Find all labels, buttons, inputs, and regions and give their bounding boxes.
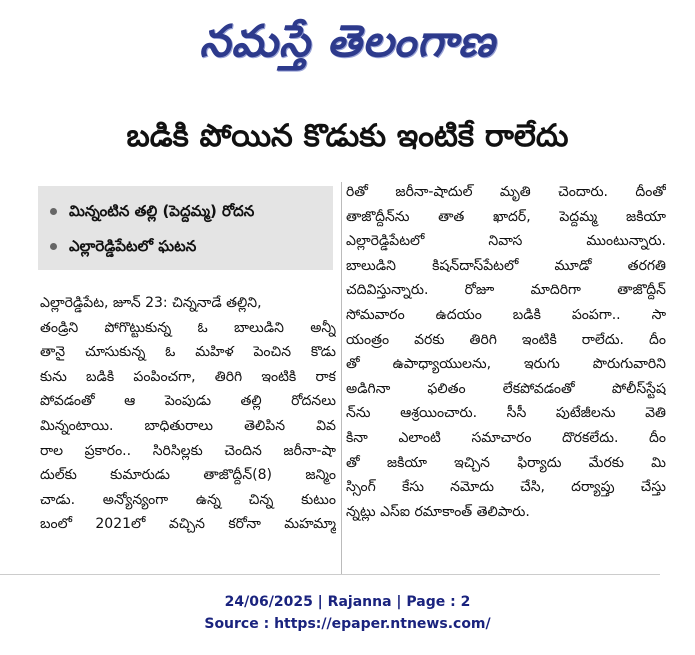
article-line: తాజొద్దీన్‌ను తాత ఖాదర్, పెద్దమ్మ జకియా bbox=[346, 208, 666, 225]
article-line: పోవడంతో ఆ పెంపుడు తల్లి రోదనలు bbox=[40, 393, 336, 410]
column-divider bbox=[341, 182, 342, 574]
article-line: చదివిస్తున్నారు. రోజూ మాదిరిగా తాజొద్దీన్ bbox=[346, 282, 666, 299]
article-column-left bbox=[40, 291, 336, 537]
article-line: ఎల్లారెడ్డిపేటలో నివాస ముంటున్నారు. bbox=[346, 233, 666, 250]
highlights-box bbox=[38, 186, 333, 270]
article-line: తో ఉపాధ్యాయులను, ఇరుగు పొరుగువారిని bbox=[346, 356, 666, 373]
article-line: న్నట్లు ఎస్ఐ రమాకాంత్ తెలిపారు. bbox=[346, 503, 530, 520]
masthead bbox=[0, 6, 695, 84]
article-line: సోమవారం ఉదయం బడికి పంపగా.. సా bbox=[346, 306, 666, 323]
article-line: మిన్నంటాయి. బాధితురాలు తెలిపిన వివ bbox=[40, 417, 336, 434]
bullet-dot-icon bbox=[50, 208, 57, 215]
headline: బడికి పోయిన కొడుకు ఇంటికే రాలేదు bbox=[126, 118, 569, 154]
article-line: కినా ఎలాంటి సమాచారం దొరకలేదు. దీం bbox=[346, 429, 666, 446]
article-line: తండ్రిని పోగొట్టుకున్న ఓ బాలుడిని అన్నీ bbox=[40, 319, 336, 336]
footer-divider bbox=[0, 574, 660, 575]
article-line: యంత్రం వరకు తిరిగి ఇంటికి రాలేదు. దీం bbox=[346, 331, 666, 348]
footer-source[interactable]: Source : https://epaper.ntnews.com/ bbox=[204, 616, 491, 632]
article-line: బాలుడిని కిషన్‌దాస్‌పేటలో మూడో తరగతి bbox=[346, 257, 666, 274]
newspaper-logo-text: నమస్తే తెలంగాణ bbox=[199, 16, 496, 67]
article-line: చాడు. అన్యోన్యంగా ఉన్న చిన్న కుటుం bbox=[40, 491, 336, 508]
highlight-text: ఎల్లారెడ్డిపేటలో ఘటన bbox=[69, 237, 197, 255]
highlight-text: మిన్నంటిన తల్లి (పెద్దమ్మ) రోదన bbox=[69, 202, 255, 220]
article-line: అడిగినా ఫలితం లేకపోవడంతో పోలీస్‌స్టేష bbox=[346, 380, 666, 397]
article-line: స్సింగ్ కేసు నమోదు చేసి, దర్యాప్తు చేస్తు bbox=[346, 479, 666, 496]
article-line: తో జకియా ఇచ్చిన ఫిర్యాదు మేరకు మి bbox=[346, 454, 666, 471]
article-line: ఎల్లారెడ్డిపేట, జూన్ 23: చిన్ననాడే తల్లిని, bbox=[40, 295, 262, 311]
article-line: దుల్‌కు కుమారుడు తాజొద్దీన్(8) జన్మిం bbox=[40, 467, 336, 484]
bullet-dot-icon bbox=[50, 243, 57, 250]
footer-date-edition: 24/06/2025 | Rajanna | Page : 2 bbox=[224, 594, 471, 610]
article-column-right bbox=[346, 180, 666, 524]
article-line: రాల ప్రకారం.. సిరిసిల్లకు చెందిన జరీనా-షా bbox=[40, 442, 336, 459]
article-line: రితో జరీనా-షాదుల్ మృతి చెందారు. దీంతో bbox=[346, 184, 666, 200]
article-line: న్‌ను ఆశ్రయించారు. సీసీ పుటేజీలను వెతి bbox=[346, 405, 666, 422]
highlight-item bbox=[50, 200, 254, 222]
article-line: కును బడికి పంపించగా, తిరిగి ఇంటికి రాక bbox=[40, 368, 336, 385]
article-line: బంలో 2021లో వచ్చిన కరోనా మహమ్మా bbox=[40, 516, 336, 533]
article-line: తానై చూసుకున్న ఓ మహిళ పెంచిన కొడు bbox=[40, 344, 336, 361]
highlight-item bbox=[50, 235, 196, 257]
